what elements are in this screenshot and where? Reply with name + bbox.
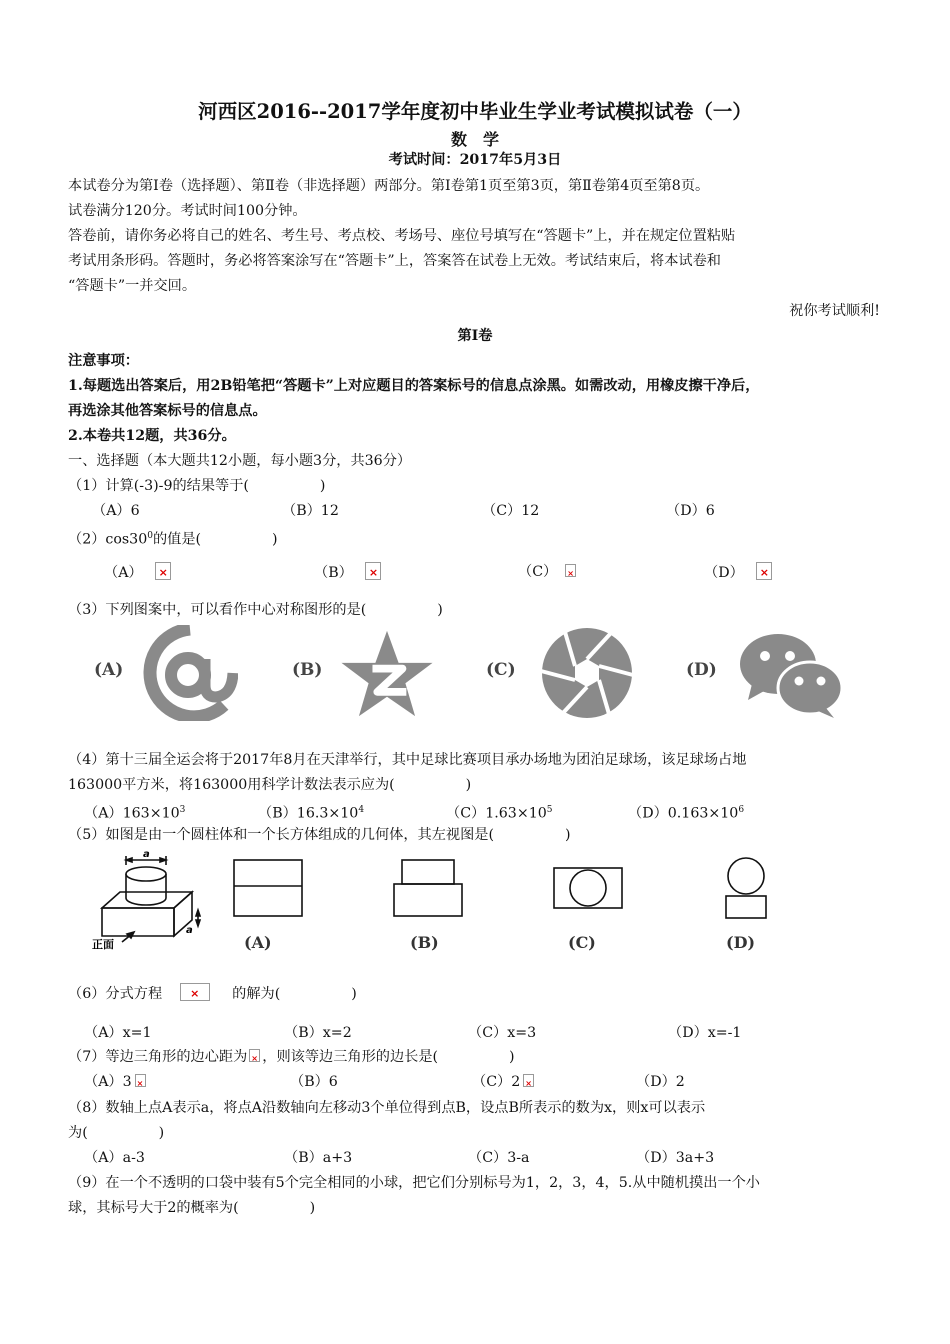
option-d: (D) (726, 933, 756, 952)
notes-title: 注意事项： (68, 353, 139, 369)
option-a: （A）6 (92, 503, 140, 519)
wish-text: 祝你考试顺利! (789, 303, 880, 319)
option-a (84, 800, 185, 824)
intro-line: 试卷满分120分。考试时间100分钟。 (68, 203, 307, 219)
intro-line: 本试卷分为第Ⅰ卷（选择题）、第Ⅱ卷（非选择题）两部分。第Ⅰ卷第1页至第3页，第Ⅱ卷第4页至第8页。 (68, 178, 710, 194)
option-label: （A）163×10 (84, 805, 180, 822)
broken-image-icon (155, 562, 171, 580)
exam-title: 河西区2016--2017学年度初中毕业生学业考试模拟试卷（一） (198, 100, 752, 123)
option-c (518, 562, 576, 582)
option-a: （A）a-3 (84, 1150, 145, 1166)
question-stem: （1）计算(-3)-9的结果等于( ) (68, 478, 326, 494)
exam-time: 考试时间：2017年5月3日 (388, 152, 562, 168)
solid-figure (88, 848, 218, 954)
dimension-label: a (143, 849, 150, 860)
option-label: （C） (518, 564, 558, 580)
note-line: 2.本卷共12题，共36分。 (68, 428, 236, 444)
intro-line: 考试用条形码。答题时，务必将答案涂写在“答题卡”上，答案答在试卷上无效。考试结束后，将本试卷和 (68, 253, 721, 269)
option-c: （C）12 (482, 503, 540, 519)
note-line: 再选涂其他答案标号的信息点。 (68, 403, 267, 419)
option-a: (A) (244, 933, 272, 952)
broken-image-icon (523, 1074, 534, 1087)
view-c-figure (552, 866, 624, 910)
option-c: （C）x=3 (468, 1025, 537, 1041)
exponent-sup: 6 (738, 805, 745, 815)
question-stem: （4）第十三届全运会将于2017年8月在天津举行，其中足球比赛项目承办场地为团泊足球场，该足球场占地 (68, 752, 747, 768)
subject-heading: 数 学 (450, 130, 499, 149)
exponent-sup: 3 (179, 805, 186, 815)
option-c (446, 800, 553, 824)
option-b: （B）12 (282, 503, 339, 519)
stem-text: 的值是( ) (152, 531, 278, 548)
note-line: 1.每题选出答案后，用2B铅笔把“答题卡”上对应题目的答案标号的信息点涂黑。如需改动，用橡皮擦干净后， (68, 378, 760, 394)
wechat-icon (738, 632, 844, 718)
option-c: (C) (486, 660, 516, 680)
at-sign-icon (142, 625, 238, 721)
option-a (104, 562, 171, 583)
question-stem (68, 526, 278, 550)
broken-image-icon (249, 1049, 260, 1062)
option-b: (B) (410, 933, 439, 952)
stem-text: （6）分式方程 (68, 986, 163, 1002)
option-a: （A）x=1 (84, 1025, 152, 1041)
option-label: （A） (104, 565, 143, 581)
option-label: （B）16.3×10 (258, 805, 359, 822)
question-stem: 163000平方米，将163000用科学计数法表示应为( ) (68, 777, 472, 793)
question-stem: 球，其标号大于2的概率为( ) (68, 1200, 316, 1216)
degree-sup: 0 (147, 531, 153, 541)
front-label: 正面 (92, 938, 114, 951)
stem-text: ，则该等边三角形的边长是( ) (262, 1049, 515, 1065)
option-a: (A) (94, 660, 124, 680)
option-d: （D）6 (666, 503, 715, 519)
dimension-label: a (186, 925, 193, 936)
option-label: （B） (314, 565, 353, 581)
intro-line: “答题卡”一并交回。 (68, 278, 197, 294)
question-stem: （5）如图是由一个圆柱体和一个长方体组成的几何体，其左视图是( ) (68, 827, 571, 843)
broken-image-icon (180, 983, 210, 1001)
option-b (314, 562, 381, 583)
broken-image-icon (756, 562, 772, 580)
broken-image-icon (135, 1074, 146, 1087)
aperture-icon (540, 626, 634, 720)
option-b: （B）x=2 (284, 1025, 352, 1041)
broken-image-icon (565, 564, 576, 577)
stem-text: 的解为( ) (232, 986, 357, 1002)
option-d (628, 800, 744, 824)
option-c: （C）3-a (468, 1150, 530, 1166)
option-label: （D） (704, 565, 744, 581)
option-d: （D）3a+3 (636, 1150, 715, 1166)
qzone-star-icon (338, 628, 436, 720)
option-c (472, 1072, 534, 1092)
stem-text: （7）等边三角形的边心距为 (68, 1049, 248, 1065)
question-stem: 为( ) (68, 1125, 165, 1141)
option-d: （D）2 (636, 1074, 685, 1090)
question-stem: （8）数轴上点A表示a，将点A沿数轴向左移动3个单位得到点B，设点B所表示的数为x，则x可以表示 (68, 1100, 706, 1116)
option-d: （D）x=-1 (668, 1025, 742, 1041)
option-b: （B）a+3 (284, 1150, 353, 1166)
option-d: (D) (686, 660, 717, 680)
option-label: （C）1.63×10 (446, 805, 547, 822)
view-a-figure (232, 858, 304, 918)
option-label: （D）0.163×10 (628, 805, 739, 822)
stem-text: （2）cos30 (68, 531, 148, 548)
broken-image-icon (365, 562, 381, 580)
option-b: (B) (292, 660, 323, 680)
question-stem (68, 1047, 515, 1067)
option-c: (C) (568, 933, 596, 952)
option-b: （B）6 (290, 1074, 338, 1090)
section-heading: 第Ⅰ卷 (457, 328, 493, 344)
question-stem: （3）下列图案中，可以看作中心对称图形的是( ) (68, 602, 443, 618)
part-title: 一、选择题（本大题共12小题，每小题3分，共36分） (68, 453, 412, 469)
view-d-figure (722, 856, 770, 920)
exponent-sup: 4 (358, 805, 365, 815)
view-b-figure (392, 858, 464, 918)
option-b (258, 800, 364, 824)
option-d (704, 562, 772, 583)
exponent-sup: 5 (546, 805, 553, 815)
option-a (84, 1072, 146, 1092)
question-stem: （9）在一个不透明的口袋中装有5个完全相同的小球，把它们分别标号为1，2，3，4，5.从中随机摸出一个小 (68, 1175, 760, 1191)
question-stem (68, 983, 357, 1004)
option-label: （A）3 (84, 1074, 132, 1090)
intro-line: 答卷前，请你务必将自己的姓名、考生号、考点校、考场号、座位号填写在“答题卡”上，并在规定位置粘贴 (68, 228, 736, 244)
option-label: （C）2 (472, 1074, 521, 1090)
